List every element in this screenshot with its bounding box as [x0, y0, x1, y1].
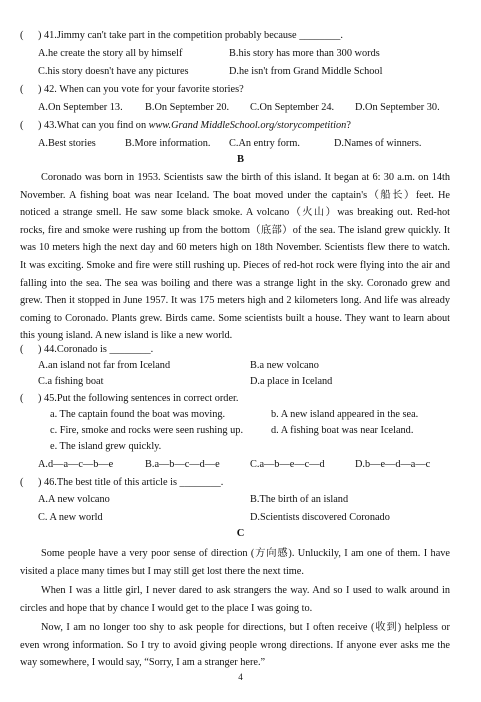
option-b: B.a new volcano: [250, 360, 319, 371]
passage-c-paragraph-3: Now, I am no longer too shy to ask people for directions, but I often receive (收到) helpless or even wrong information. So I try to avoid giving people wrong directions. If anyone ever asks me the way somewhere, I would say, “Sorry, I am a stranger here.”: [20, 622, 450, 669]
option-d: D.he isn't from Grand Middle School: [229, 66, 383, 77]
sentence-e: e. The island grew quickly.: [50, 441, 162, 452]
question-stem: ) 41.Jimmy can't take part in the competition probably because ________.: [38, 30, 343, 41]
option-d: D.a place in Iceland: [250, 376, 333, 387]
question-stem: ) 44.Coronado is ________.: [38, 344, 154, 355]
option-d: D.Scientists discovered Coronado: [250, 512, 390, 523]
answer-bracket: (: [20, 84, 24, 95]
option-a: A.d—a—c—b—e: [38, 459, 114, 470]
sentence-c: c. Fire, smoke and rocks were seen rushing up.: [50, 425, 244, 436]
option-b: B.a—b—c—d—e: [145, 459, 220, 470]
option-b: B.On September 20.: [145, 102, 230, 113]
question-stem-end: ?: [346, 120, 351, 131]
question-41: [20, 29, 343, 42]
option-c: C.his story doesn't have any pictures: [38, 66, 189, 77]
answer-bracket: (: [20, 30, 24, 41]
competition-url: www.Grand MiddleSchool.org/storycompetition: [148, 120, 347, 131]
question-stem: ) 46.The best title of this article is ________.: [38, 477, 224, 488]
question-42: [20, 83, 244, 96]
question-43: [20, 119, 351, 132]
option-c: C.a—b—e—c—d: [250, 459, 325, 470]
passage-c-paragraph-2: When I was a little girl, I never dared to ask strangers the way. And so I used to walk around in circles and hope that by chance I would get to the place I was going to.: [20, 585, 450, 614]
option-c: C.On September 24.: [250, 102, 335, 113]
sentence-b: b. A new island appeared in the sea.: [271, 409, 419, 420]
option-a: A.he create the story all by himself: [38, 48, 183, 59]
option-c: C.An entry form.: [229, 138, 300, 149]
passage-c-paragraph-1: Some people have a very poor sense of direction (方向感). Unluckily, I am one of them. I have visited a place many times but I may still get lost there the next time.: [20, 548, 450, 577]
question-45: [20, 392, 238, 405]
answer-bracket: (: [20, 344, 24, 355]
option-b: B.More information.: [125, 138, 211, 149]
question-44: [20, 343, 153, 356]
option-a: A.an island not far from Iceland: [38, 360, 171, 371]
question-stem: ) 42. When can you vote for your favorite stories?: [38, 84, 244, 95]
page-number: 4: [238, 672, 243, 682]
option-b: B.his story has more than 300 words: [229, 48, 380, 59]
option-d: D.b—e—d—a—c: [355, 459, 431, 470]
answer-bracket: (: [20, 477, 24, 488]
sentence-d: d. A fishing boat was near Iceland.: [271, 425, 414, 436]
option-d: D.On September 30.: [355, 102, 440, 113]
question-stem: ) 43.What can you find on: [38, 120, 149, 131]
section-heading-c: C: [236, 528, 245, 539]
passage-b: Coronado was born in 1953. Scientists saw the birth of this island. It began at 6: 30 a.m. on 14th November. A fishing boat was near Iceland. The boat moved under the captain's（船长）feet. He noticed a strange smell. He saw some black smoke. A volcano（火山）was breaking out. Red-hot rocks, fire and smoke were rushing up from the bottom（底部）of the sea. The island grew quickly. It was 10 meters high the next day and 60 meters high on 18th November. Scientists flew there to watch. It was exciting. Smoke and fire were still rushing up. Pieces of red-hot rock were flying into the air and falling into the sea. The sea was boiling and there was a strange light in the sky. Coronado grew and grew. Then it stopped in June 1957. It was 175 meters high and 2 kilometers long. And life was already coming to Coronado. Plants grew. Birds came. Some scientists built a house. They want to learn about this young island. A new island is like a new world.: [20, 172, 450, 342]
answer-bracket: (: [20, 120, 24, 131]
option-a: A.Best stories: [38, 138, 96, 149]
sentence-a: a. The captain found the boat was moving.: [50, 409, 226, 420]
section-heading-b: B: [236, 154, 244, 165]
answer-bracket: (: [20, 393, 24, 404]
question-46: [20, 476, 223, 489]
option-a: A.On September 13.: [38, 102, 123, 113]
option-d: D.Names of winners.: [334, 138, 422, 149]
option-b: B.The birth of an island: [250, 494, 349, 505]
option-a: A.A new volcano: [38, 494, 110, 505]
option-c: C.a fishing boat: [38, 376, 104, 387]
question-stem: ) 45.Put the following sentences in correct order.: [38, 393, 239, 404]
option-c: C. A new world: [38, 512, 103, 523]
